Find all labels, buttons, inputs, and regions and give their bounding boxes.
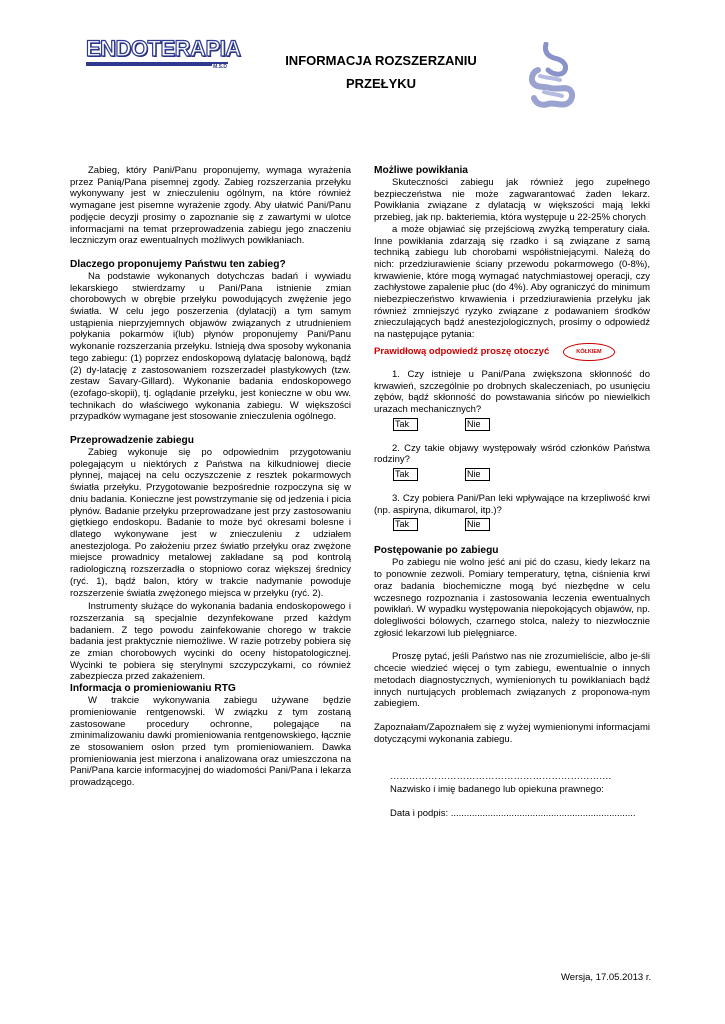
- procedure-paragraph: Zabieg wykonuje się po odpowiednim przygotowaniu polegającym u niektórych z Państwa na kilkudniowej diecie płynnej, mającej na celu oczyszczenie z resztek pokarmowych światła przełyku. Przygotowanie bezpośrednie rozpoczyna się w dniu badania. Konieczne jest powstrzymanie się od jedzenia i picia płynów. Badanie przełyku przeprowadzane jest przy zastosowaniu giętkiego endoskopu. Badanie to może być okresami bolesne i dlatego wykonywane jest w znieczuleniu z udziałem anestezjologa. Po założeniu przez światło przełyku oraz zwężone miejsce prowadnicy metalowej zakładane są pod kontrolą radiologiczną rozszerzadła o stopniowo coraz większej średnicy (ryć. 1), bądź balon, który w trakcie nadymanie powoduje rozszerzenie światła zwężonego miejsca w przełyku (ryć. 2).: [70, 447, 351, 599]
- logo-subtext: M.S.D: [213, 64, 227, 70]
- rtg-paragraph: W trakcie wykonywania zabiegu używane będzie promieniowanie rentgenowski. W związku z tym zostaną zastosowane procedury ochronne, polegające na zminimalizowaniu dawki promieniowania rentgenowskiego, łącznie ze stosowaniem osłon przed tym promieniowaniem. Dawka promieniowania jest mierzona i analizowana oraz umieszczona na Pani/Pana karcie informacyjnej do wiadomości Pani/Pana i lekarza prowadzącego.: [70, 695, 351, 789]
- answer-row-1: [374, 418, 650, 431]
- page-title-line1: INFORMACJA ROZSZERZANIU: [285, 53, 477, 68]
- answer-yes-2[interactable]: Tak: [393, 468, 418, 481]
- instruction-text: Prawidłową odpowiedź proszę otoczyć: [374, 345, 550, 357]
- answer-yes-3[interactable]: Tak: [393, 518, 418, 531]
- kolkiem-oval: KÓŁKIEM: [563, 343, 614, 361]
- date-signature-label: Data i podpis: ......................................................................: [390, 807, 636, 819]
- logo-text: ENDOTERAPIA: [86, 36, 241, 61]
- page-title-line2: PRZEŁYKU: [345, 76, 417, 91]
- procedure-paragraph-2: Instrumenty służące do wykonania badania endoskopowego i rozszerzania są specjalnie dezynfekowane przed każdym badaniem. Z tego powodu zainfekowanie chorego w trakcie badania jest praktycznie niemożliwe. W razie potrzeby pobiera się ze zmian chorobowych wycinki do oceny histopatologicznej. Wycinki te pobiera się sterylnymi szczypczykami, co również zabezpiecza przed zakażeniem.: [70, 601, 351, 683]
- right-column: [374, 165, 650, 819]
- consent-paragraph: Zapoznałam/Zapoznałem się z wyżej wymienionymi informacjami dotyczącymi wykonania zabiegu.: [374, 721, 650, 745]
- version-footer: Wersja, 17.05.2013 r.: [561, 972, 652, 983]
- question-3: 3. Czy pobiera Pani/Pan leki wpływające na krzepliwość krwi (np. aspiryna, dikumarol, itp.)?: [374, 493, 650, 516]
- logo-underline: [86, 62, 228, 66]
- intro-paragraph: Zabieg, który Pani/Panu proponujemy, wymaga wyrażenia przez Panią/Pana pisemnej zgody. Zabieg rozszerzania przełyku wykonywany jest w znieczuleniu ogólnym, na które również wymagane jest pisemne wyrażenie zgody. Aby ułatwić Pani/Panu podjęcie decyzji prosimy o zapoznanie się z zawartymi w ulotce informacjami na temat przeprowadzenia zabiegu jego znaczeniu leczniczym oraz ewentualnych możliwych powikłaniach.: [70, 165, 351, 247]
- why-paragraph: Na podstawie wykonanych dotychczas badań i wywiadu lekarskiego stwierdzamy u Pani/Pana istnienie zmian chorobowych w obrębie przełyku powodujących zwężenie jego światła. W celu jego poszerzenia (dylatacji) a tym samym ustąpienia nieprzyjemnych objawów związanych z utrudnieniem połykania pokarmów i(lub) płynów proponujemy Pani/Panu wykonanie rozszerzania przełyku. Istnieją dwa sposoby wykonania tego zabiegu: (1) poprzez endoskopową dylatację balonową, bądź (2) dy-latację z zastosowaniem rozszerzadeł plastykowych (tzw. zestaw Savary-Gillard). Wykonanie badania endoskopowego (ezofago-skopii), tj. oglądanie przełyku, jest konieczne w obu ww. technikach do właściwego wykonania zabiegu. W większości przypadków wymagane jest stosowanie znieczulenia ogólnego.: [70, 270, 351, 423]
- heading-procedure: Przeprowadzenie zabiegu: [70, 435, 194, 447]
- name-label: Nazwisko i imię badanego lub opiekuna prawnego:: [390, 784, 604, 796]
- heading-rtg: Informacja o promieniowaniu RTG: [70, 683, 236, 695]
- after-paragraph: Po zabiegu nie wolno jeść ani pić do czasu, kiedy lekarz na to ponownie zezwoli. Pomiary temperatury, tętna, ciśnienia krwi oraz badania biochemiczne mogą być niezbędne w celu wczesnego rozpoznania i zastosowania leczenia ewentualnych powikłań. W wypadku występowania niepokojących objawów, np. dolegliwości bólowych, czarnego stolca, należy to niezwłocznie zgłosić lekarzowi lub pielęgniarce.: [374, 557, 650, 639]
- complications-paragraph-2: a może objawiać się przejściową zwyżką temperatury ciała. Inne powikłania zdarzają się rzadko i są związane z samą techniką zabiegu lub chorobami współistniejącymi. Należą do nich: przedziurawienie ściany przewodu pokarmowego (0-8%), krwawienie, które mogą wymagać natychmiastowej operacji, czy zachłystowe zapalenie płuc (do 4%). Aby ograniczyć do minimum niebezpieczeństwo krwawienia i przedziurawienia przełyku jak również zmniejszyć ryzyko związane z podawaniem środków znieczulających bądź anestezjologicznych, prosimy o odpowiedź na następujące pytania:: [374, 223, 650, 341]
- answer-no-3[interactable]: Nie: [465, 518, 490, 531]
- heading-why: Dlaczego proponujemy Państwu ten zabieg?: [70, 258, 286, 270]
- signature-dots: …………………………………………………………….: [390, 771, 612, 783]
- heading-complications: Możliwe powikłania: [374, 165, 468, 176]
- answer-no-2[interactable]: Nie: [465, 468, 490, 481]
- question-2: 2. Czy takie objawy występowały wśród członków Państwa rodziny?: [374, 442, 650, 466]
- endoterapia-logo: [86, 36, 241, 70]
- complications-paragraph: Skuteczności zabiegu jak również jego zupełnego bezpieczeństwa nie może zagwarantować żaden lekarz. Powikłania związane z dylatacją w większości mają lekki przebieg, jak np. bakteriemia, która występuje u 22-25% chorych: [374, 177, 650, 224]
- answer-row-2: [374, 468, 650, 481]
- circle-instruction: [374, 343, 650, 361]
- after-paragraph-2: Proszę pytać, jeśli Państwo nas nie zrozumieliście, albo je-śli chcecie wiedzieć więcej o tym zabiegu, ewentualnie o innych metodach diagnostycznych, wymienionych tu powikłaniach bądź innych nurtujących problemach związanych z proponowa-nym zabiegiem.: [374, 651, 650, 710]
- digestive-tract-icon: [524, 42, 578, 110]
- answer-no-1[interactable]: Nie: [465, 418, 490, 431]
- left-column: [70, 165, 351, 789]
- question-1: 1. Czy istnieje u Pani/Pana zwiększona skłonność do krwawień, szczególnie po drobnych skaleczeniach, po usunięciu zębów, bądź skłonność do powstawania sińców po niewielkich urazach mechanicznych?: [374, 368, 650, 415]
- answer-yes-1[interactable]: Tak: [393, 418, 418, 431]
- heading-after: Postępowanie po zabiegu: [374, 545, 499, 557]
- answer-row-3: [374, 518, 650, 531]
